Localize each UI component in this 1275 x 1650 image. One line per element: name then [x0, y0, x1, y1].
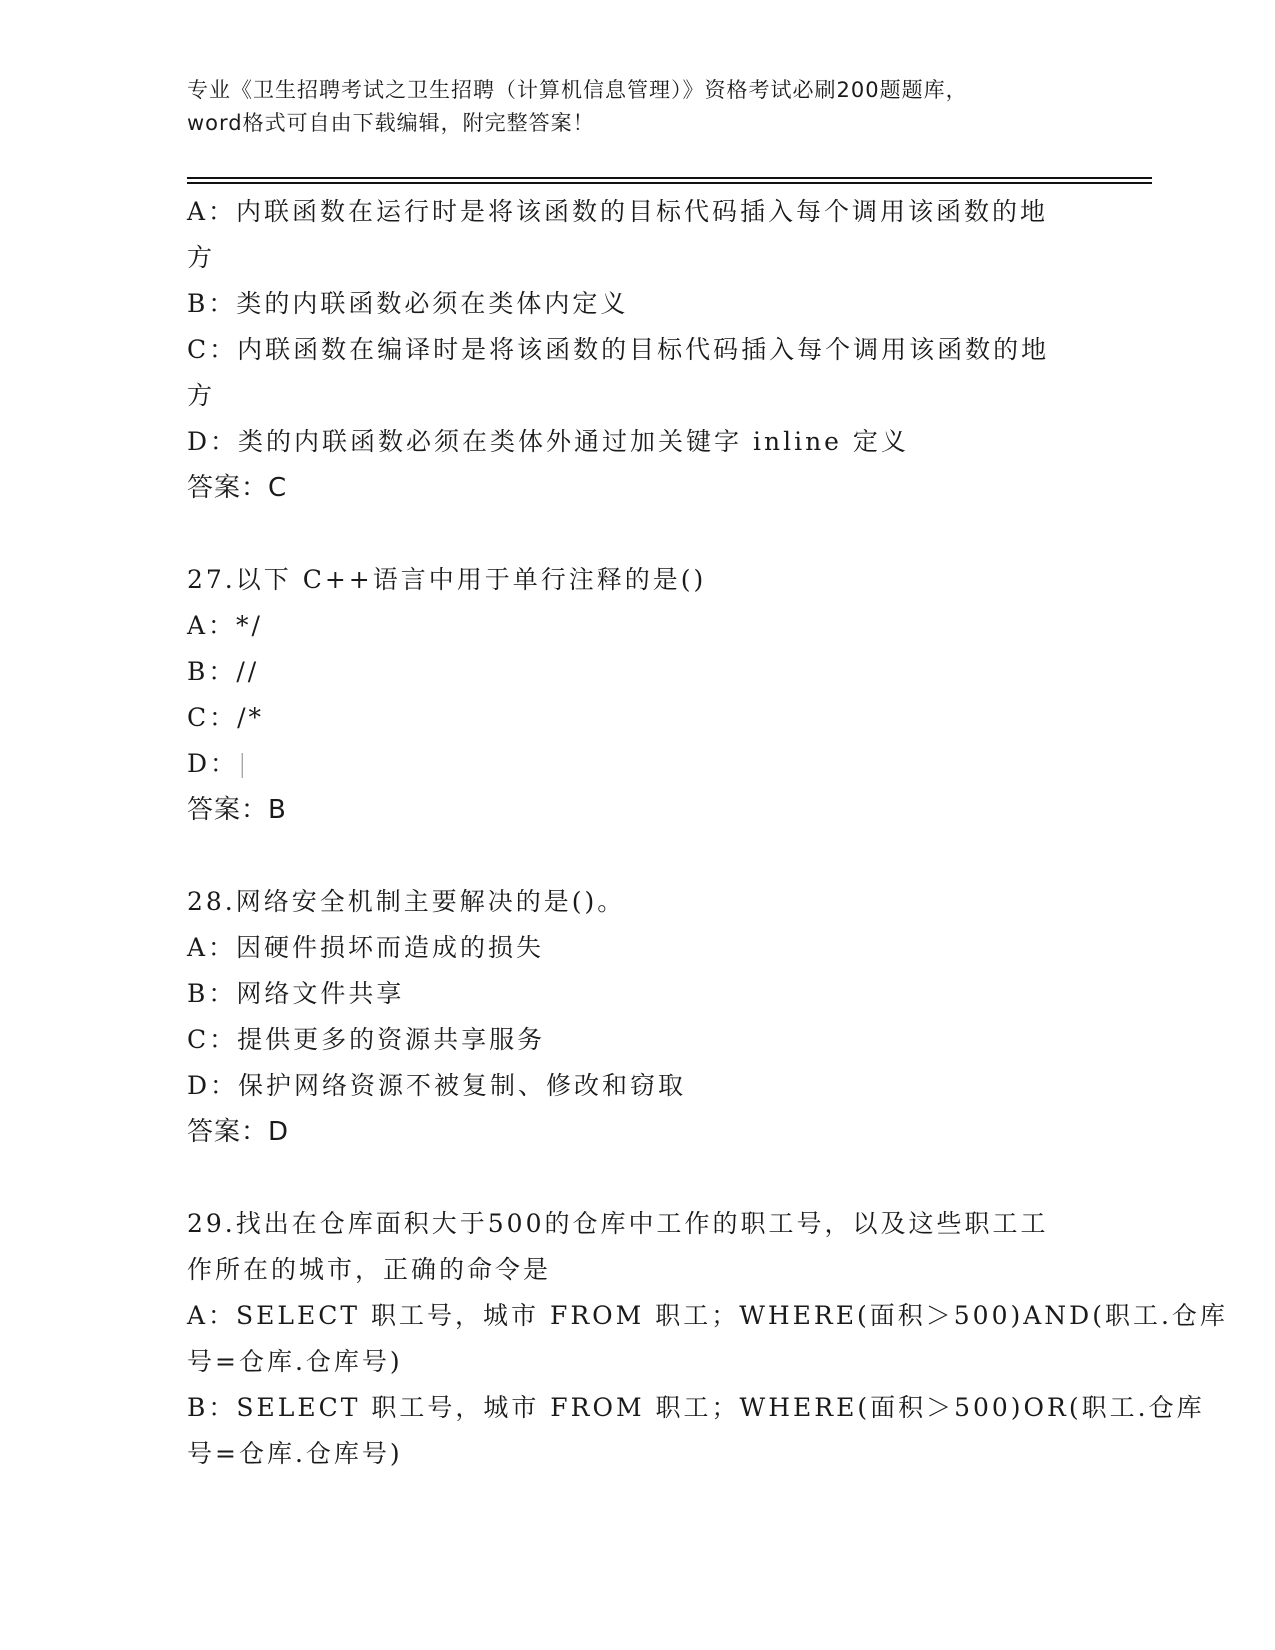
- header-title-line-1: 专业《卫生招聘考试之卫生招聘（计算机信息管理）》资格考试必刷200题题库，: [187, 78, 968, 102]
- question-28: [187, 879, 1087, 1155]
- option-c: C：/*: [187, 703, 265, 732]
- option-a-line-1: A：SELECT 职工号，城市 FROM 职工；WHERE(面积＞500)AND(职工.仓库: [187, 1301, 1228, 1330]
- option-b: B：类的内联函数必须在类体内定义: [187, 289, 629, 318]
- option-b: B：网络文件共享: [187, 979, 405, 1008]
- option-d-value: |: [238, 749, 250, 778]
- option-a: A：因硬件损坏而造成的损失: [187, 933, 545, 962]
- question-spacer: [187, 1155, 1087, 1201]
- option-c: C：提供更多的资源共享服务: [187, 1025, 546, 1054]
- question-26: [187, 189, 1087, 511]
- option-d-label: D：: [187, 749, 239, 778]
- question-spacer: [187, 833, 1087, 879]
- question-27: [187, 557, 1087, 833]
- option-b-line-2: 号=仓库.仓库号): [187, 1439, 403, 1468]
- question-spacer: [187, 511, 1087, 557]
- option-d: D：类的内联函数必须在类体外通过加关键字 inline 定义: [187, 427, 909, 456]
- question-stem-line-1: 29.找出在仓库面积大于500的仓库中工作的职工号，以及这些职工工: [187, 1209, 1049, 1238]
- option-a-line-2: 号=仓库.仓库号): [187, 1347, 403, 1376]
- question-list: [187, 189, 1228, 1477]
- header-divider-top: [187, 177, 1152, 179]
- question-stem: 28.网络安全机制主要解决的是()。: [187, 887, 626, 916]
- option-c-line-2: 方: [187, 381, 216, 410]
- answer: 答案：B: [187, 795, 287, 825]
- question-stem-line-2: 作所在的城市，正确的命令是: [187, 1255, 552, 1284]
- option-a: A：*/: [187, 611, 263, 640]
- header-title-line-2: word格式可自由下载编辑，附完整答案！: [187, 111, 595, 135]
- option-d: D：保护网络资源不被复制、修改和窃取: [187, 1071, 687, 1100]
- option-a-line-2: 方: [187, 243, 216, 272]
- option-a-line-1: A：内联函数在运行时是将该函数的目标代码插入每个调用该函数的地: [187, 197, 1049, 226]
- question-stem: 27.以下 C++语言中用于单行注释的是(): [187, 565, 707, 594]
- document-header: [187, 74, 1087, 140]
- question-29: [187, 1201, 1228, 1477]
- answer: 答案：D: [187, 1117, 290, 1147]
- option-b-line-1: B：SELECT 职工号，城市 FROM 职工；WHERE(面积＞500)OR(职工.仓库: [187, 1393, 1205, 1422]
- header-divider-bottom: [187, 182, 1152, 184]
- option-d: [187, 741, 1087, 787]
- option-c-line-1: C：内联函数在编译时是将该函数的目标代码插入每个调用该函数的地: [187, 335, 1050, 364]
- option-b: B：//: [187, 657, 260, 686]
- answer: 答案：C: [187, 473, 288, 503]
